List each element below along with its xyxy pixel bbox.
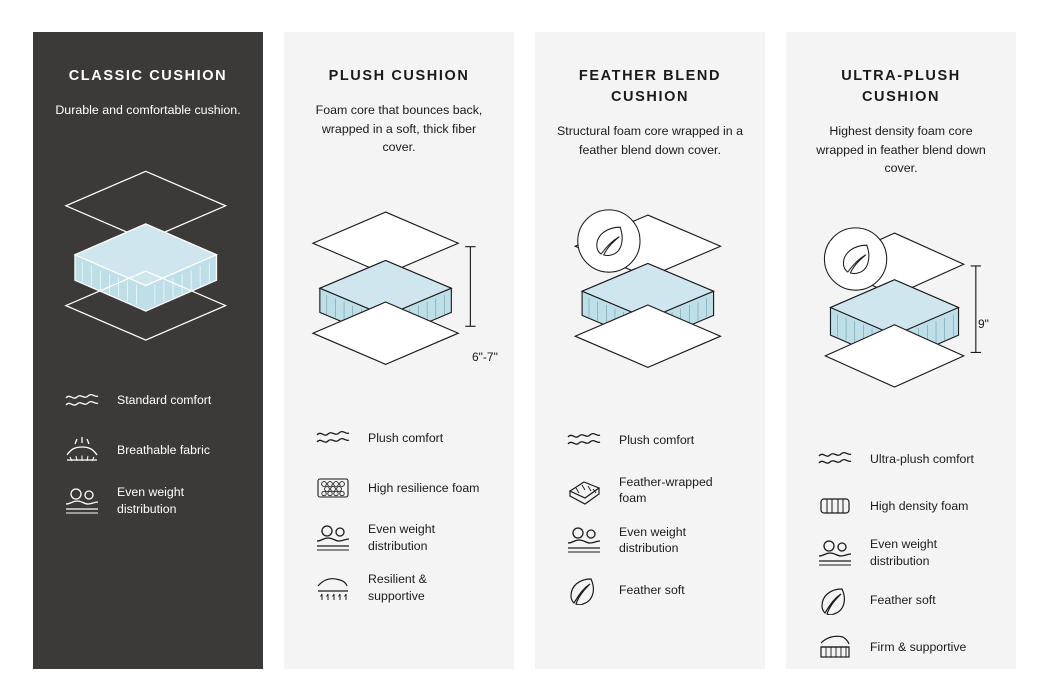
feature-item (814, 583, 994, 617)
honeycomb-icon (312, 471, 354, 505)
even-weight-icon (563, 523, 605, 557)
product-card-ultra-plush-cushion[interactable] (786, 32, 1016, 669)
feature-label: Even weight distribution (368, 522, 435, 553)
feature-list (306, 421, 492, 605)
height-dimension-marker (465, 247, 475, 327)
feature-list (557, 423, 743, 607)
feature-item (312, 421, 492, 455)
card-description: Foam core that bounces back, wrapped in a soft, thick fiber cover. (315, 103, 483, 155)
leaf-badge (578, 210, 640, 272)
foam-core-layer (75, 224, 217, 311)
feature-item (563, 523, 743, 557)
feature-item (814, 536, 994, 570)
card-title: PLUSH CUSHION (328, 68, 470, 84)
feature-item (563, 473, 743, 507)
feature-item (61, 384, 241, 418)
feature-label: High density foam (870, 498, 969, 513)
feature-label: Plush comfort (368, 430, 444, 445)
feature-label: Feather soft (619, 582, 685, 597)
product-card-classic-cushion[interactable] (33, 32, 263, 669)
feature-label: Even weight distribution (619, 524, 686, 556)
cushion-layers-illustration (306, 165, 492, 415)
feature-label: Feather-wrapped foam (619, 474, 713, 506)
card-description: Highest density foam core wrapped in feather blend down cover. (816, 124, 986, 176)
card-description: Structural foam core wrapped in a feather blend down cover. (557, 124, 743, 157)
leaf-icon (814, 583, 856, 617)
feature-item (61, 434, 241, 468)
feature-label: Standard comfort (117, 393, 212, 408)
leaf-badge (824, 228, 886, 290)
height-dimension-marker (971, 266, 981, 353)
product-card-feather-blend-cushion[interactable] (535, 32, 765, 669)
wave-icon (814, 442, 856, 476)
cushion-layers-illustration (55, 128, 241, 378)
wave-icon (563, 423, 605, 457)
card-title: FEATHER BLEND CUSHION (578, 68, 722, 106)
feature-item (563, 573, 743, 607)
feature-item (563, 423, 743, 457)
firm-support-icon (814, 630, 856, 664)
even-weight-icon (61, 484, 103, 518)
feature-label: Breathable fabric (117, 443, 210, 458)
feature-list (808, 442, 994, 664)
feature-label: Feather soft (870, 592, 936, 607)
feather-wrapped-foam-icon (563, 473, 605, 507)
high-density-foam-icon (814, 489, 856, 523)
dimension-label: 9" (978, 317, 989, 331)
feature-item (312, 471, 492, 505)
card-title: CLASSIC CUSHION (68, 68, 228, 84)
feature-label: Ultra-plush comfort (870, 451, 974, 466)
cushion-layers-illustration (808, 186, 994, 436)
dimension-label: 6"-7" (472, 350, 498, 364)
feature-label: Plush comfort (619, 432, 695, 447)
card-description: Durable and comfortable cushion. (55, 103, 241, 118)
feature-label: Firm & supportive (870, 639, 967, 654)
breathable-fabric-icon (61, 434, 103, 468)
product-card-plush-cushion[interactable] (284, 32, 514, 669)
feature-label: Even weight distribution (870, 537, 937, 568)
wave-icon (61, 384, 103, 418)
feature-label: Resilient & supportive (368, 572, 427, 603)
feature-item (312, 571, 492, 605)
resilient-support-icon (312, 571, 354, 605)
feature-list (55, 384, 241, 518)
feature-label: Even weight distribution (117, 485, 184, 516)
leaf-icon (563, 573, 605, 607)
even-weight-icon (312, 521, 354, 555)
feature-item (61, 484, 241, 518)
feature-label: High resilience foam (368, 480, 480, 495)
feature-item (814, 630, 994, 664)
even-weight-icon (814, 536, 856, 570)
feature-item (312, 521, 492, 555)
cushion-layers-illustration (557, 167, 743, 417)
wave-icon (312, 421, 354, 455)
feature-item (814, 489, 994, 523)
feature-item (814, 442, 994, 476)
card-title: ULTRA-PLUSH CUSHION (841, 68, 961, 106)
